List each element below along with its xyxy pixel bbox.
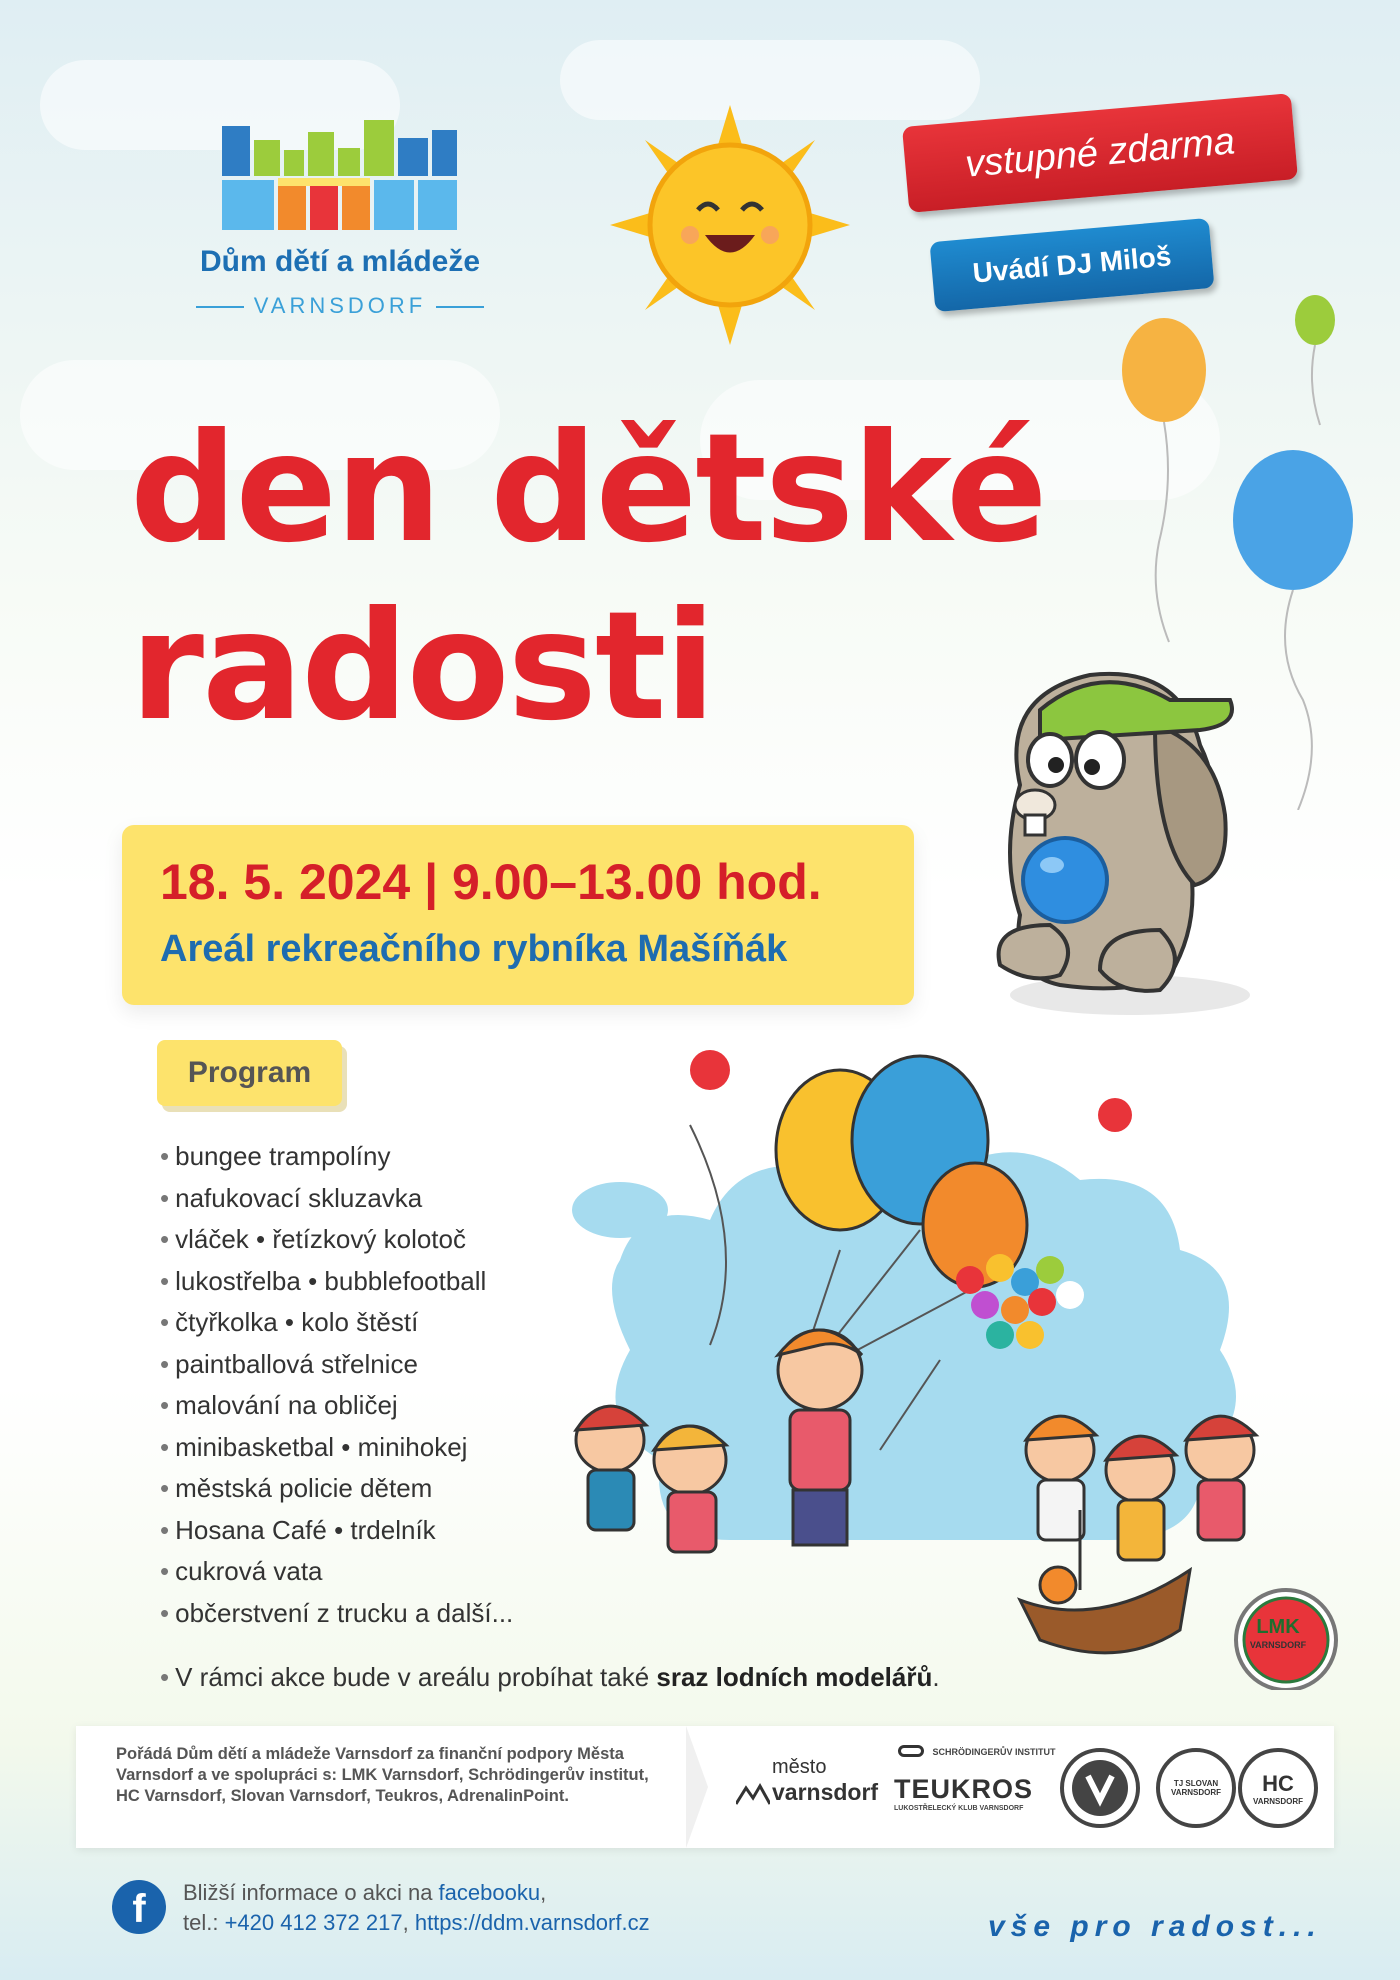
program-item: • občerstvení z trucku a další... bbox=[160, 1597, 514, 1628]
program-item: • lukostřelba • bubblefootball bbox=[160, 1265, 487, 1296]
lmk-logo-text: LMK bbox=[1256, 1616, 1300, 1638]
program-item: • minibasketbal • minihokej bbox=[160, 1431, 468, 1462]
program-item: • vláček • řetízkový kolotoč bbox=[160, 1224, 466, 1254]
schrodinger-icon bbox=[898, 1745, 924, 1757]
adrenalinpoint-logo-icon bbox=[1060, 1748, 1140, 1828]
kids-balloons-illustration bbox=[560, 1030, 1360, 1690]
event-note: • V rámci akce bude v areálu probíhat také sraz lodních modelářů. bbox=[160, 1662, 940, 1692]
program-list bbox=[160, 1136, 513, 1634]
program-item: • paintballová střelnice bbox=[160, 1348, 418, 1379]
hc-varnsdorf-logo: HC VARNSDORF bbox=[1238, 1748, 1318, 1828]
footer-contact: Bližší informace o akci na facebooku, tel.: +420 412 372 217, https://ddm.varnsdorf.cz bbox=[183, 1880, 650, 1935]
program-item: • městská policie dětem bbox=[160, 1473, 433, 1503]
event-info-box bbox=[122, 825, 914, 1005]
organizer-name: Dům dětí a mládeže bbox=[199, 245, 481, 278]
ddm-logo-icon bbox=[222, 120, 457, 230]
organizer-city: VARNSDORF bbox=[160, 293, 520, 319]
slogan: vše pro radost... bbox=[988, 1910, 1322, 1943]
free-entry-badge: vstupné zdarma bbox=[902, 93, 1298, 213]
teukros-logo: TEUKROS LUKOSTŘELECKÝ KLUB VARNSDORF bbox=[894, 1774, 1034, 1812]
headline-line-1: den dětské bbox=[130, 402, 1046, 576]
program-item: • cukrová vata bbox=[160, 1556, 323, 1586]
program-item: • čtyřkolka • kolo štěstí bbox=[160, 1307, 419, 1337]
program-item: • bungee trampolíny bbox=[160, 1141, 391, 1171]
sponsor-bar bbox=[76, 1726, 1334, 1848]
sponsor-divider bbox=[686, 1726, 708, 1848]
dj-badge: Uvádí DJ Miloš bbox=[929, 218, 1214, 312]
mountain-icon bbox=[736, 1782, 770, 1806]
event-place: Areál rekreačního rybníka Mašíňák bbox=[160, 928, 788, 970]
program-item: • nafukovací skluzavka bbox=[160, 1182, 423, 1213]
rabbit-mascot-icon bbox=[980, 665, 1250, 1025]
mesto-varnsdorf-logo: město varnsdorf bbox=[772, 1756, 879, 1805]
schrodinger-logo: SCHRÖDINGERŮV INSTITUT bbox=[898, 1742, 1055, 1760]
headline-line-2: radosti bbox=[130, 580, 715, 754]
program-item: • Hosana Café • trdelník bbox=[160, 1514, 436, 1545]
slovan-logo: TJ SLOVAN VARNSDORF bbox=[1156, 1748, 1236, 1828]
facebook-link[interactable]: facebooku bbox=[438, 1880, 541, 1905]
website-link[interactable]: https://ddm.varnsdorf.cz bbox=[414, 1910, 650, 1935]
sponsor-text: Pořádá Dům dětí a mládeže Varnsdorf za finanční podpory Města Varnsdorf a ve spolupráci s: LMK Varnsdorf, Schrödingerův institut, HC Varnsdorf, Slovan Varnsdorf, Teukros, AdrenalinPoint. bbox=[116, 1745, 649, 1805]
smiling-sun-icon bbox=[610, 105, 850, 345]
lmk-logo-sub: VARNSDORF bbox=[1249, 1640, 1307, 1650]
program-heading: Program bbox=[157, 1040, 342, 1106]
event-datetime: 18. 5. 2024 | 9.00–13.00 hod. bbox=[160, 854, 822, 910]
program-item: • malování na obličej bbox=[160, 1390, 398, 1420]
facebook-icon[interactable]: f bbox=[112, 1880, 166, 1934]
phone-link[interactable]: +420 412 372 217 bbox=[224, 1910, 403, 1935]
